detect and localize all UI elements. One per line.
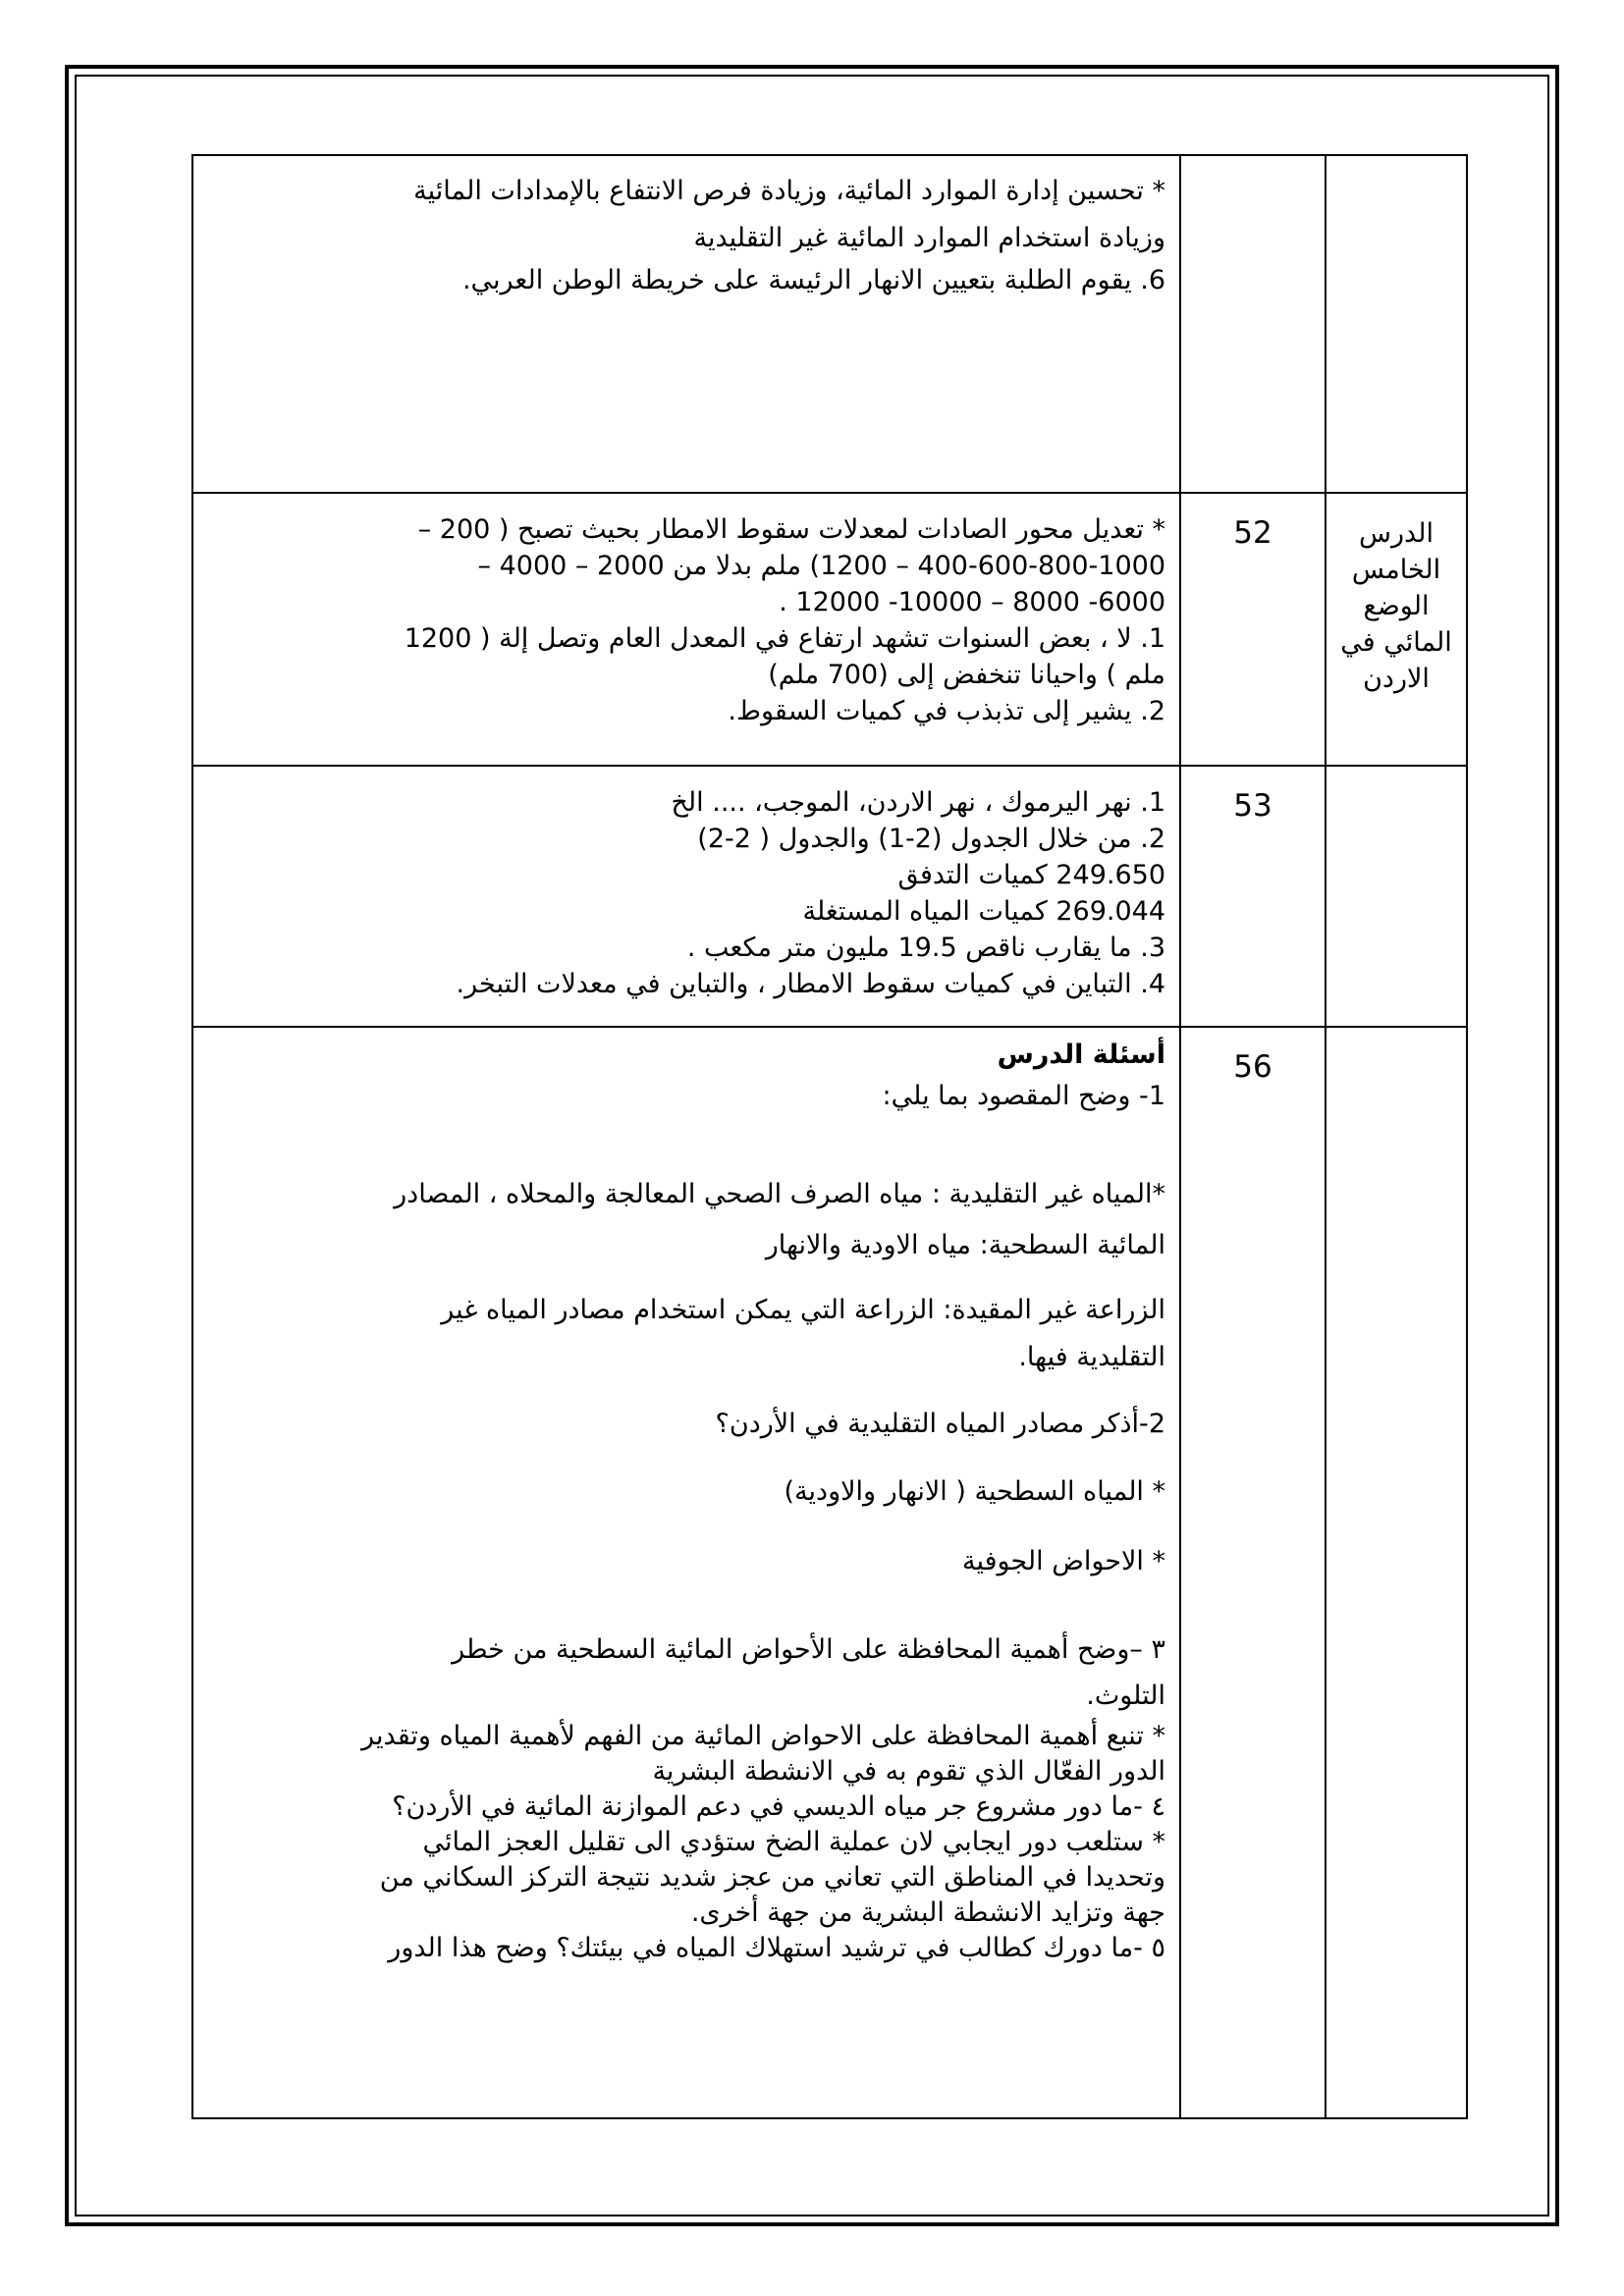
answer-line: 400-600-800-1000 – 1200) ملم بدلا من 2000 – 4000 –: [477, 551, 1165, 581]
question-3-continued: التلوث.: [1086, 1681, 1165, 1711]
lesson-title: [1326, 156, 1466, 178]
answer-line: * الاحواض الجوفية: [962, 1546, 1165, 1576]
answer-line: * ستلعب دور ايجابي لان عملية الضخ ستؤدي الى تقليل العجز المائي: [422, 1827, 1165, 1857]
answer-line: جهة وتزايد الانشطة البشرية من جهة أخرى.: [690, 1897, 1165, 1928]
answer-line: الدور الفعّال الذي تقوم به في الانشطة البشرية: [652, 1756, 1165, 1787]
answer-cell: [192, 1027, 1180, 2118]
table-row: [192, 155, 1467, 493]
lesson-cell: [1326, 493, 1467, 766]
question-4: ٤ -ما دور مشروع جر مياه الديسي في دعم الموازنة المائية في الأردن؟: [392, 1791, 1165, 1822]
answer-line: 4. التباين في كميات سقوط الامطار ، والتباين في معدلات التبخر.: [456, 969, 1165, 999]
table-row: [192, 493, 1467, 766]
answer-line: * تنبع أهمية المحافظة على الاحواض المائية من الفهم لأهمية المياه وتقدير: [361, 1721, 1165, 1751]
answer-line: التقليدية فيها.: [1018, 1342, 1165, 1372]
answer-cell: [192, 155, 1180, 493]
question-1: 1- وضح المقصود بما يلي:: [882, 1081, 1165, 1111]
answer-line: 3. ما يقارب ناقص 19.5 مليون متر مكعب .: [686, 933, 1165, 963]
lesson-questions-heading: أسئلة الدرس: [997, 1040, 1165, 1070]
question-5: ٥ -ما دورك كطالب في ترشيد استهلاك المياه في بيئتك؟ وضح هذا الدور: [388, 1933, 1165, 1963]
answer-line: 2. من خلال الجدول (2-1) والجدول ( 2-2): [697, 824, 1165, 854]
lesson-answers-table: [191, 154, 1468, 2119]
answer-line: *المياه غير التقليدية : مياه الصرف الصحي المعالجة والمحلاه ، المصادر: [394, 1179, 1165, 1209]
question-2: 2-أذكر مصادر المياه التقليدية في الأردن؟: [715, 1409, 1165, 1439]
answer-line: 1. لا ، بعض السنوات تشهد ارتفاع في المعدل العام وتصل إلة ( 1200: [404, 623, 1165, 654]
answer-line: 249.650 كميات التدفق: [897, 860, 1165, 890]
answer-line: 6000- 8000 – 10000- 12000 .: [779, 587, 1165, 617]
lesson-title: الدرس الخامس الوضع المائي في الاردن: [1340, 518, 1452, 694]
page-number-cell: 53: [1180, 766, 1326, 1027]
lesson-cell: [1326, 1027, 1467, 2118]
answer-line: 269.044 كميات المياه المستغلة: [802, 896, 1165, 927]
answer-line: 1. نهر اليرموك ، نهر الاردن، الموجب، .... الخ: [671, 787, 1165, 818]
answer-line: وزيادة استخدام الموارد المائية غير التقليدية: [693, 223, 1165, 253]
lesson-cell: [1326, 766, 1467, 1027]
answer-line: * تحسين إدارة الموارد المائية، وزيادة فرص الانتفاع بالإمدادات المائية: [413, 176, 1165, 206]
page-number-cell: 52: [1180, 493, 1326, 766]
lesson-cell: [1326, 155, 1467, 493]
answer-line: ملم ) واحيانا تنخفض إلى (700 ملم): [768, 660, 1165, 690]
answer-line: 2. يشير إلى تذبذب في كميات السقوط.: [728, 696, 1165, 726]
page-number-cell: 56: [1180, 1027, 1326, 2118]
answer-line: 6. يقوم الطلبة بتعيين الانهار الرئيسة على خريطة الوطن العربي.: [461, 265, 1165, 295]
answer-line: وتحديدا في المناطق التي تعاني من عجز شديد نتيجة التركز السكاني من: [379, 1862, 1165, 1893]
answer-line: الزراعة غير المقيدة: الزراعة التي يمكن استخدام مصادر المياه غير: [441, 1295, 1165, 1325]
answer-line: * تعديل محور الصادات لمعدلات سقوط الامطار بحيث تصبح ( 200 –: [417, 514, 1165, 545]
answer-cell: [192, 493, 1180, 766]
page-number-cell: [1180, 155, 1326, 493]
answer-cell: [192, 766, 1180, 1027]
table-row: [192, 1027, 1467, 2118]
table-row: [192, 766, 1467, 1027]
answer-line: المائية السطحية: مياه الاودية والانهار: [765, 1230, 1165, 1260]
answer-line: * المياه السطحية ( الانهار والاودية): [784, 1476, 1165, 1507]
question-3: ٣ –وضح أهمية المحافظة على الأحواض المائية السطحية من خطر: [452, 1634, 1165, 1665]
